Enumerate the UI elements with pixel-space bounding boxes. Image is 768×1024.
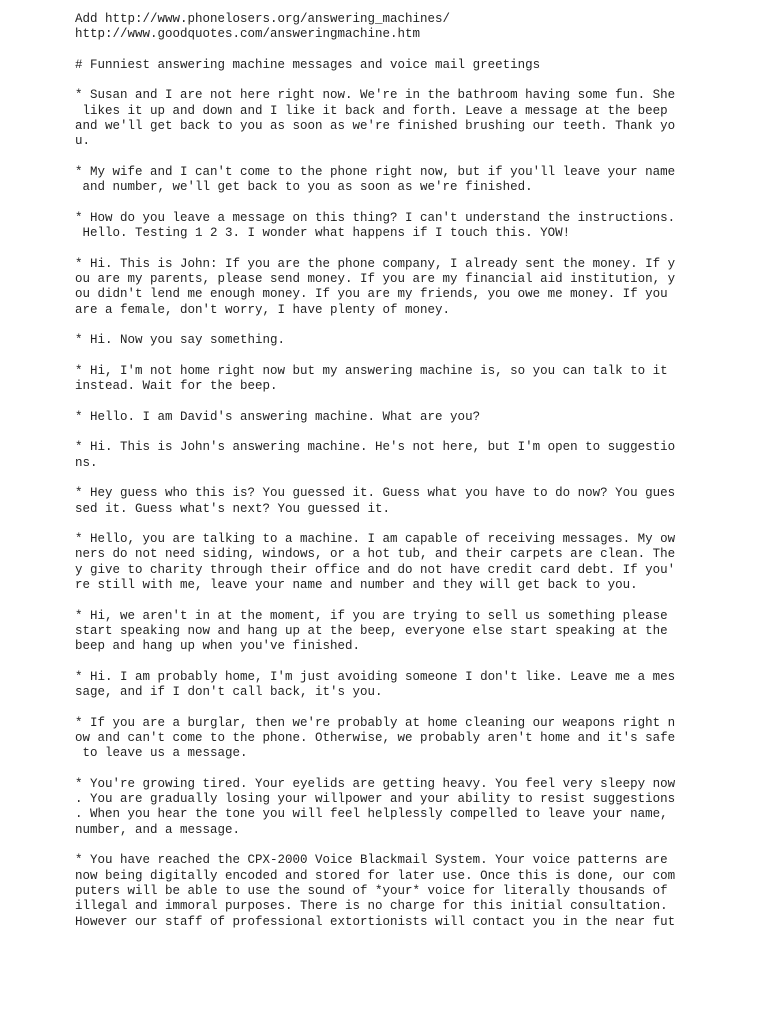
paragraph-line: beep and hang up when you've finished.	[75, 639, 361, 654]
paragraph-2	[75, 165, 755, 196]
paragraph-line: * You have reached the CPX-2000 Voice Blackmail System. Your voice patterns are	[75, 853, 668, 868]
paragraph-line: * Hi. This is John: If you are the phone company, I already sent the money. If y	[75, 256, 676, 271]
paragraph-line: number, and a message.	[75, 822, 241, 837]
paragraph-15	[75, 853, 755, 929]
paragraph-line: and number, we'll get back to you as soon as we're finished.	[75, 180, 533, 195]
paragraph-line: likes it up and down and I like it back and forth. Leave a message at the beep	[75, 103, 668, 118]
paragraph-line: now being digitally encoded and stored for later use. Once this is done, our com	[75, 868, 676, 883]
paragraph-line: * My wife and I can't come to the phone right now, but if you'll leave your name	[75, 164, 676, 179]
paragraph-line: y give to charity through their office and do not have credit card debt. If you'	[75, 562, 676, 577]
paragraph-line: ns.	[75, 455, 98, 470]
paragraph-line: puters will be able to use the sound of *your* voice for literally thousands of	[75, 883, 668, 898]
paragraph-line: . You are gradually losing your willpower and your ability to resist suggestions	[75, 792, 676, 807]
paragraph-line: to leave us a message.	[75, 746, 248, 761]
header-block	[75, 12, 755, 43]
paragraph-line: * Hey guess who this is? You guessed it. Guess what you have to do now? You gues	[75, 486, 676, 501]
paragraph-1	[75, 88, 755, 149]
paragraph-line: . When you hear the tone you will feel helplessly compelled to leave your name,	[75, 807, 668, 822]
paragraph-line: Hello. Testing 1 2 3. I wonder what happens if I touch this. YOW!	[75, 226, 571, 241]
paragraph-line: sage, and if I don't call back, it's you.	[75, 685, 383, 700]
paragraph-list	[75, 88, 755, 929]
paragraph-line: and we'll get back to you as soon as we're finished brushing our teeth. Thank yo	[75, 119, 676, 134]
paragraph-line: re still with me, leave your name and number and they will get back to you.	[75, 577, 638, 592]
paragraph-line: are a female, don't worry, I have plenty of money.	[75, 302, 451, 317]
paragraph-11	[75, 609, 755, 655]
paragraph-line: ow and can't come to the phone. Otherwise, we probably aren't home and it's safe	[75, 730, 676, 745]
paragraph-line: * Hi, we aren't in at the moment, if you are trying to sell us something please	[75, 608, 668, 623]
paragraph-line: illegal and immoral purposes. There is no charge for this initial consultation.	[75, 899, 668, 914]
paragraph-line: ou didn't lend me enough money. If you are my friends, you owe me money. If you	[75, 287, 668, 302]
paragraph-line: sed it. Guess what's next? You guessed it.	[75, 501, 391, 516]
paragraph-6	[75, 364, 755, 395]
document-page	[75, 12, 755, 930]
paragraph-7	[75, 410, 755, 425]
paragraph-line: ou are my parents, please send money. If you are my financial aid institution, y	[75, 272, 676, 287]
header-line-1: Add http://www.phonelosers.org/answering_machines/	[75, 12, 451, 26]
header-line-2: http://www.goodquotes.com/answeringmachine.htm	[75, 27, 421, 42]
paragraph-line: u.	[75, 134, 91, 149]
paragraph-12	[75, 670, 755, 701]
paragraph-line: start speaking now and hang up at the beep, everyone else start speaking at the	[75, 623, 668, 638]
paragraph-line: * Hello, you are talking to a machine. I am capable of receiving messages. My ow	[75, 532, 676, 547]
paragraph-line: * How do you leave a message on this thing? I can't understand the instructions.	[75, 210, 676, 225]
paragraph-3	[75, 211, 755, 242]
paragraph-13	[75, 716, 755, 762]
paragraph-5	[75, 333, 755, 348]
paragraph-line: * Hi, I'm not home right now but my answering machine is, so you can talk to it	[75, 363, 668, 378]
paragraph-8	[75, 440, 755, 471]
paragraph-line: * Susan and I are not here right now. We're in the bathroom having some fun. She	[75, 88, 676, 103]
paragraph-9	[75, 486, 755, 517]
paragraph-line: * Hi. I am probably home, I'm just avoiding someone I don't like. Leave me a mes	[75, 669, 676, 684]
paragraph-line: However our staff of professional extortionists will contact you in the near fut	[75, 914, 676, 929]
paragraph-line: * Hi. Now you say something.	[75, 333, 286, 348]
paragraph-10	[75, 532, 755, 593]
paragraph-14	[75, 777, 755, 838]
paragraph-line: * You're growing tired. Your eyelids are getting heavy. You feel very sleepy now	[75, 776, 676, 791]
paragraph-4	[75, 257, 755, 318]
paragraph-line: ners do not need siding, windows, or a hot tub, and their carpets are clean. The	[75, 547, 676, 562]
paragraph-line: * Hi. This is John's answering machine. He's not here, but I'm open to suggestio	[75, 440, 676, 455]
paragraph-line: * If you are a burglar, then we're probably at home cleaning our weapons right n	[75, 715, 676, 730]
document-heading: # Funniest answering machine messages and voice mail greetings	[75, 57, 541, 72]
paragraph-line: * Hello. I am David's answering machine. What are you?	[75, 409, 481, 424]
paragraph-line: instead. Wait for the beep.	[75, 379, 278, 394]
